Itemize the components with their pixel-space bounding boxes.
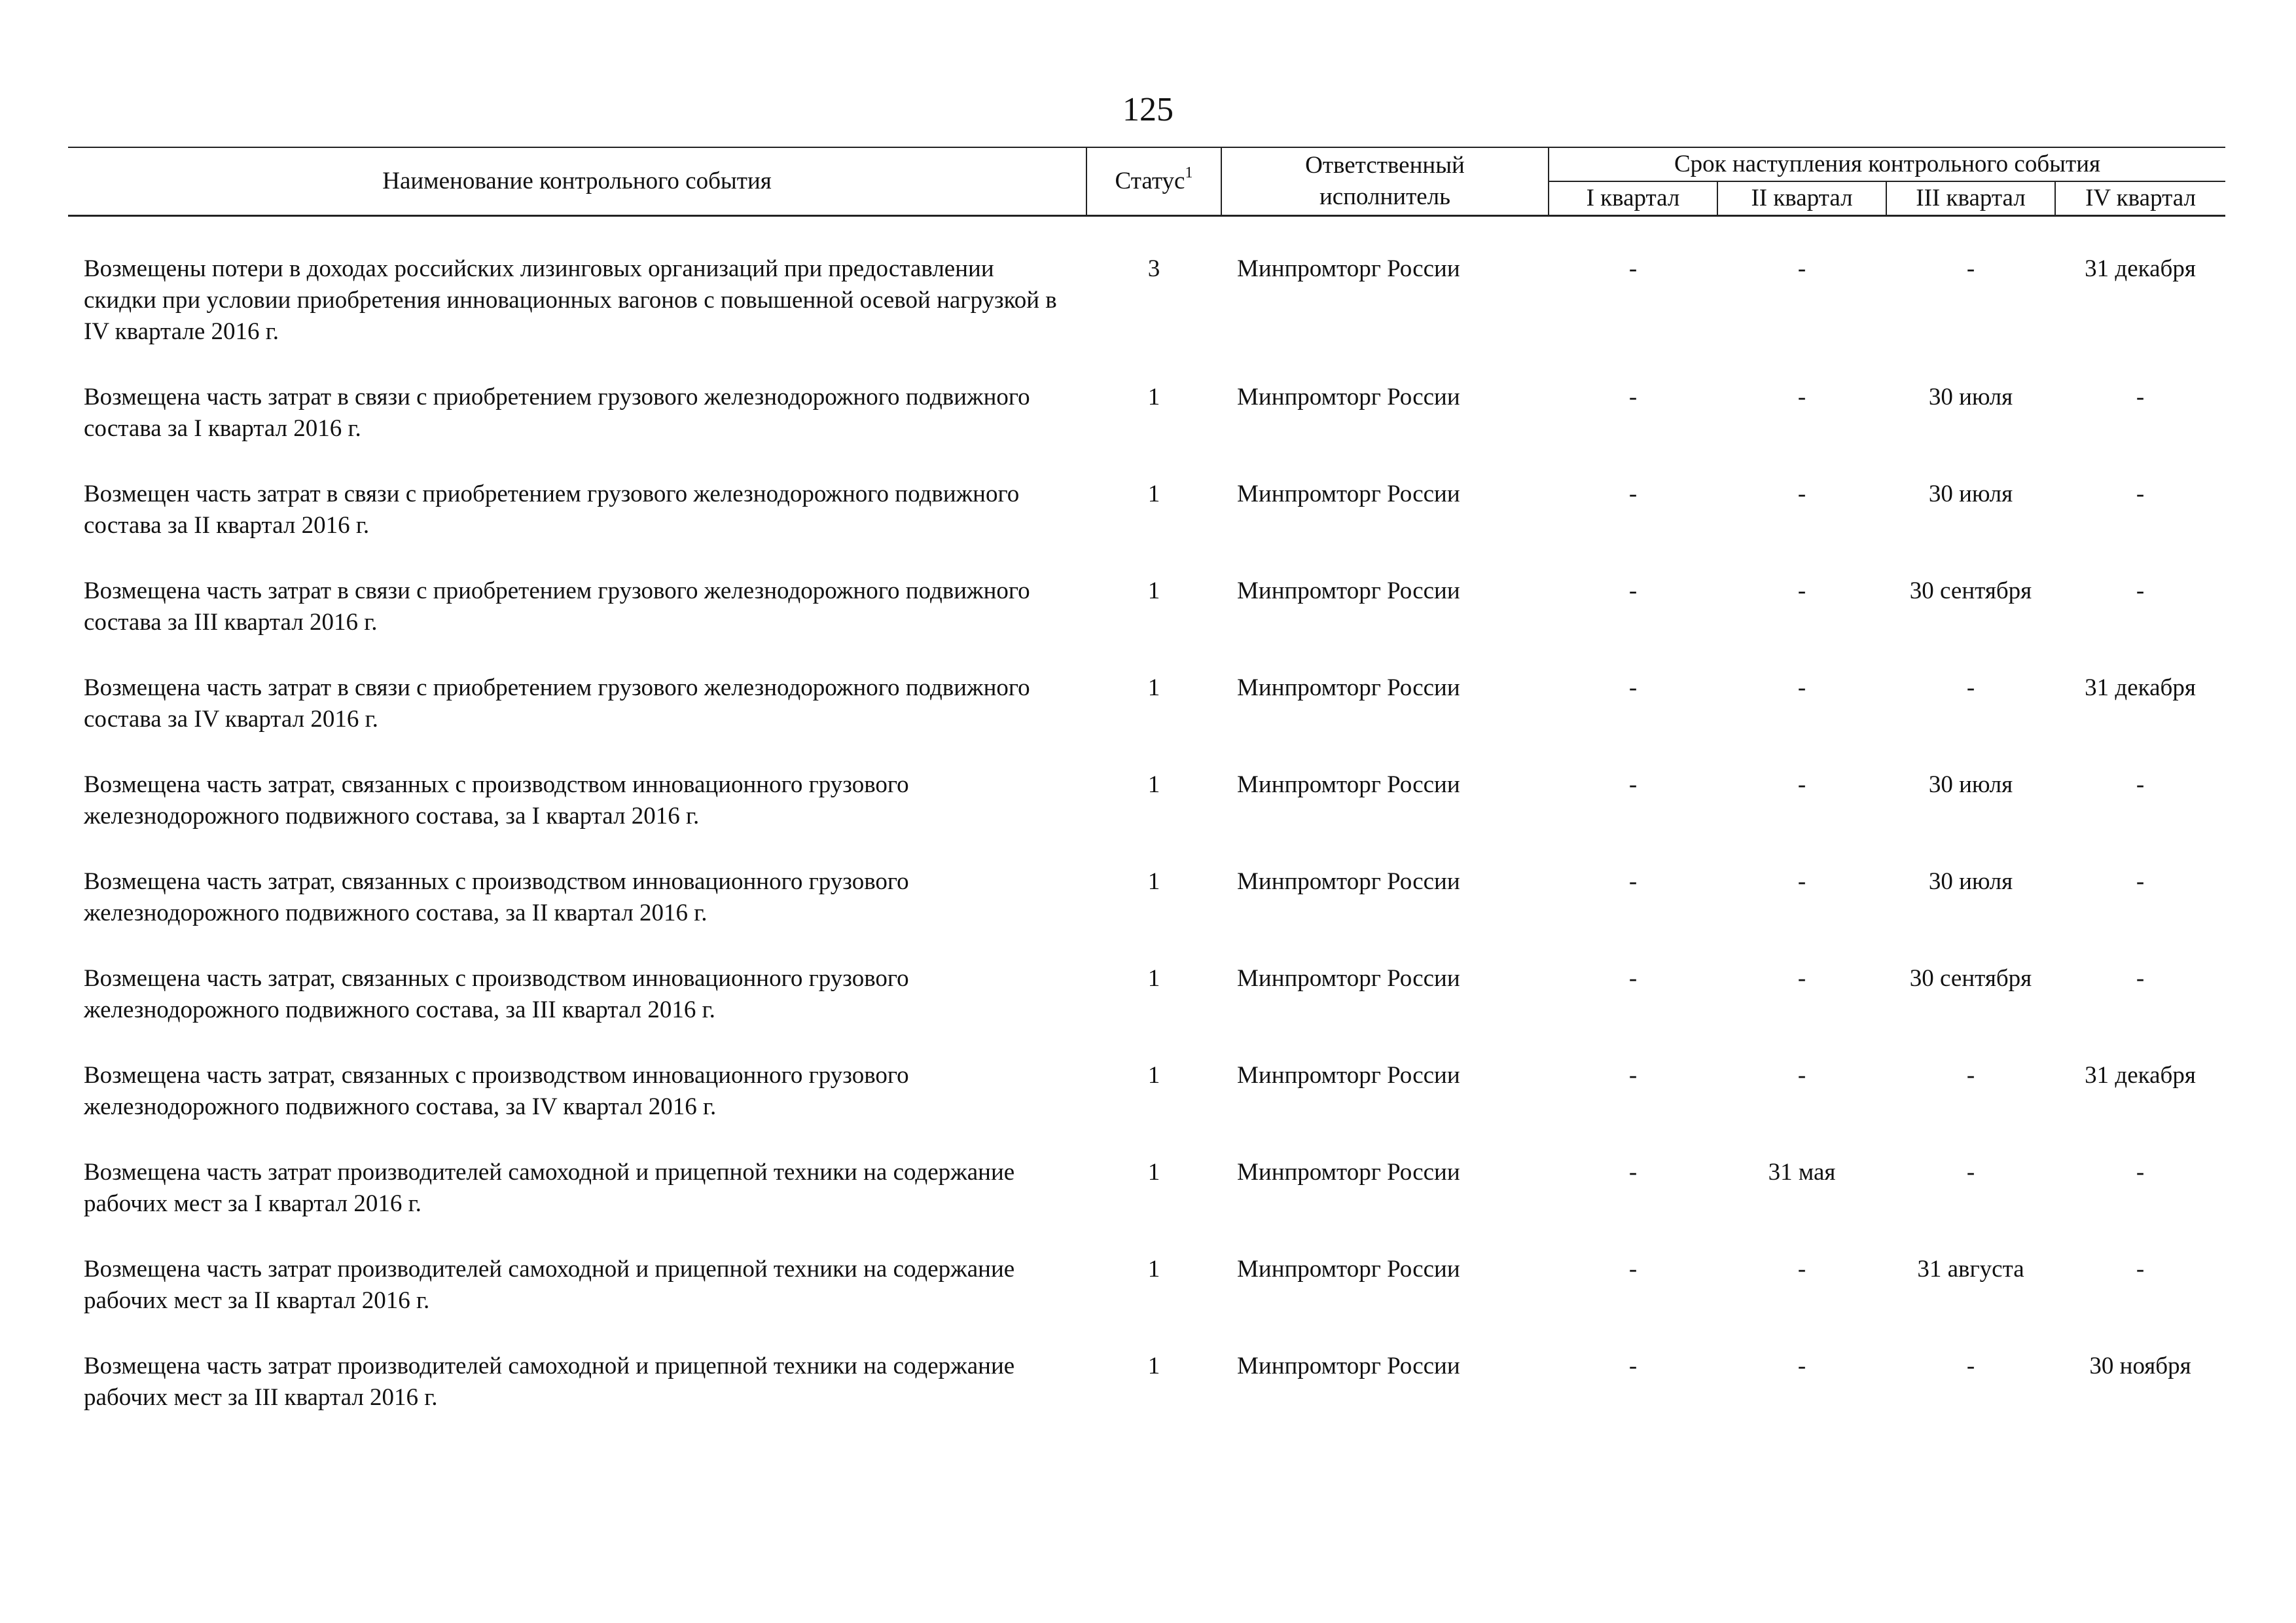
table-row: [68, 479, 2225, 575]
event-name: Возмещена часть затрат производителей самоходной и прицепной техники на содержание рабочих мест за III квартал 2016 г.: [84, 1353, 1015, 1411]
event-q2: -: [1797, 577, 1806, 604]
event-q1: -: [1628, 674, 1638, 701]
event-executor: Минпромторг России: [1237, 481, 1460, 507]
event-q3: -: [1966, 1062, 1975, 1089]
event-status: 1: [1147, 965, 1160, 992]
event-q3: 30 июля: [1928, 481, 2013, 507]
status-footnote-mark: 1: [1185, 164, 1193, 181]
event-name: Возмещена часть затрат, связанных с производством инновационного грузового железнодорожного подвижного состава, за II квартал 2016 г.: [84, 868, 909, 926]
event-q2: -: [1797, 255, 1806, 282]
event-executor: Минпромторг России: [1237, 965, 1460, 992]
header-deadline: Срок наступления контрольного события: [1549, 147, 2225, 181]
event-status: 1: [1147, 868, 1160, 895]
event-name: Возмещена часть затрат в связи с приобретением грузового железнодорожного подвижного состава за IV квартал 2016 г.: [84, 674, 1030, 733]
event-q1: -: [1628, 1256, 1638, 1283]
event-q2: -: [1797, 1062, 1806, 1089]
table-row: [68, 253, 2225, 382]
event-q2: 31 мая: [1768, 1159, 1836, 1186]
event-q1: -: [1628, 1062, 1638, 1089]
event-q3: 30 июля: [1928, 771, 2013, 798]
event-q4: 31 декабря: [2085, 1062, 2196, 1089]
event-executor: Минпромторг России: [1237, 255, 1460, 282]
table-row: [68, 769, 2225, 866]
event-q1: -: [1628, 255, 1638, 282]
event-q4: -: [2136, 965, 2145, 992]
event-q4: -: [2136, 1256, 2145, 1283]
event-executor: Минпромторг России: [1237, 1062, 1460, 1089]
table-row: [68, 1060, 2225, 1157]
event-q1: -: [1628, 1159, 1638, 1186]
event-q4: -: [2136, 868, 2145, 895]
header-q2: II квартал: [1717, 181, 1886, 216]
event-executor: Минпромторг России: [1237, 771, 1460, 798]
event-q2: -: [1797, 868, 1806, 895]
event-status: 1: [1147, 1159, 1160, 1186]
event-q1: -: [1628, 577, 1638, 604]
event-executor: Минпромторг России: [1237, 674, 1460, 701]
event-name: Возмещен часть затрат в связи с приобретением грузового железнодорожного подвижного состава за II квартал 2016 г.: [84, 481, 1020, 539]
event-executor: Минпромторг России: [1237, 384, 1460, 410]
event-q2: -: [1797, 481, 1806, 507]
table-row: [68, 1157, 2225, 1254]
event-q1: -: [1628, 868, 1638, 895]
event-q2: -: [1797, 1353, 1806, 1379]
event-status: 1: [1147, 481, 1160, 507]
event-name: Возмещена часть затрат в связи с приобретением грузового железнодорожного подвижного состава за III квартал 2016 г.: [84, 577, 1030, 636]
table-row: [68, 382, 2225, 479]
event-status: 1: [1147, 1062, 1160, 1089]
header-executor: Ответственный исполнитель: [1221, 147, 1549, 216]
event-status: 1: [1147, 1256, 1160, 1283]
event-name: Возмещена часть затрат в связи с приобретением грузового железнодорожного подвижного состава за I квартал 2016 г.: [84, 384, 1030, 442]
header-status: [1086, 147, 1221, 216]
table-row: [68, 866, 2225, 963]
header-event-name: Наименование контрольного события: [68, 147, 1086, 216]
event-name: Возмещена часть затрат производителей самоходной и прицепной техники на содержание рабочих мест за II квартал 2016 г.: [84, 1256, 1015, 1314]
event-q1: -: [1628, 1353, 1638, 1379]
event-name: Возмещена часть затрат, связанных с производством инновационного грузового железнодорожного подвижного состава, за III квартал 2016 г.: [84, 965, 909, 1023]
event-q2: -: [1797, 384, 1806, 410]
table-row: [68, 963, 2225, 1060]
event-executor: Минпромторг России: [1237, 1256, 1460, 1283]
event-name: Возмещены потери в доходах российских лизинговых организаций при предоставлении скидки при условии приобретения инновационных вагонов с повышенной осевой нагрузкой в IV квартале 2016 г.: [84, 255, 1057, 345]
event-q3: -: [1966, 255, 1975, 282]
event-name: Возмещена часть затрат, связанных с производством инновационного грузового железнодорожного подвижного состава, за I квартал 2016 г.: [84, 771, 909, 830]
event-q1: -: [1628, 481, 1638, 507]
event-q4: -: [2136, 481, 2145, 507]
event-q3: 30 сентября: [1909, 965, 2032, 992]
event-q1: -: [1628, 965, 1638, 992]
event-q1: -: [1628, 771, 1638, 798]
table-row: [68, 1351, 2225, 1448]
event-q4: 30 ноября: [2089, 1353, 2191, 1379]
table-row: [68, 1254, 2225, 1351]
event-status: 3: [1147, 255, 1160, 282]
event-q4: 31 декабря: [2085, 674, 2196, 701]
event-q4: -: [2136, 1159, 2145, 1186]
event-q3: 30 сентября: [1909, 577, 2032, 604]
event-q3: -: [1966, 1159, 1975, 1186]
event-status: 1: [1147, 577, 1160, 604]
event-q2: -: [1797, 1256, 1806, 1283]
event-status: 1: [1147, 771, 1160, 798]
event-q3: -: [1966, 674, 1975, 701]
event-executor: Минпромторг России: [1237, 868, 1460, 895]
event-name: Возмещена часть затрат, связанных с производством инновационного грузового железнодорожного подвижного состава, за IV квартал 2016 г.: [84, 1062, 909, 1120]
event-q3: 30 июля: [1928, 868, 2013, 895]
event-q3: 31 августа: [1917, 1256, 2024, 1283]
header-q4: IV квартал: [2055, 181, 2225, 216]
event-name: Возмещена часть затрат производителей самоходной и прицепной техники на содержание рабочих мест за I квартал 2016 г.: [84, 1159, 1015, 1217]
event-q2: -: [1797, 771, 1806, 798]
event-q2: -: [1797, 965, 1806, 992]
page-number: 125: [1122, 91, 1174, 128]
event-q3: 30 июля: [1928, 384, 2013, 410]
control-events-table: [68, 147, 2225, 1448]
header-q3: III квартал: [1886, 181, 2055, 216]
event-q4: -: [2136, 577, 2145, 604]
event-q1: -: [1628, 384, 1638, 410]
event-executor: Минпромторг России: [1237, 577, 1460, 604]
event-executor: Минпромторг России: [1237, 1353, 1460, 1379]
event-status: 1: [1147, 1353, 1160, 1379]
table-row: [68, 575, 2225, 672]
header-status-label: Статус: [1115, 168, 1185, 194]
event-status: 1: [1147, 674, 1160, 701]
header-q1: I квартал: [1549, 181, 1717, 216]
event-status: 1: [1147, 384, 1160, 410]
event-q4: -: [2136, 771, 2145, 798]
event-executor: Минпромторг России: [1237, 1159, 1460, 1186]
table-row: [68, 672, 2225, 769]
event-q4: -: [2136, 384, 2145, 410]
event-q3: -: [1966, 1353, 1975, 1379]
event-q4: 31 декабря: [2085, 255, 2196, 282]
event-q2: -: [1797, 674, 1806, 701]
